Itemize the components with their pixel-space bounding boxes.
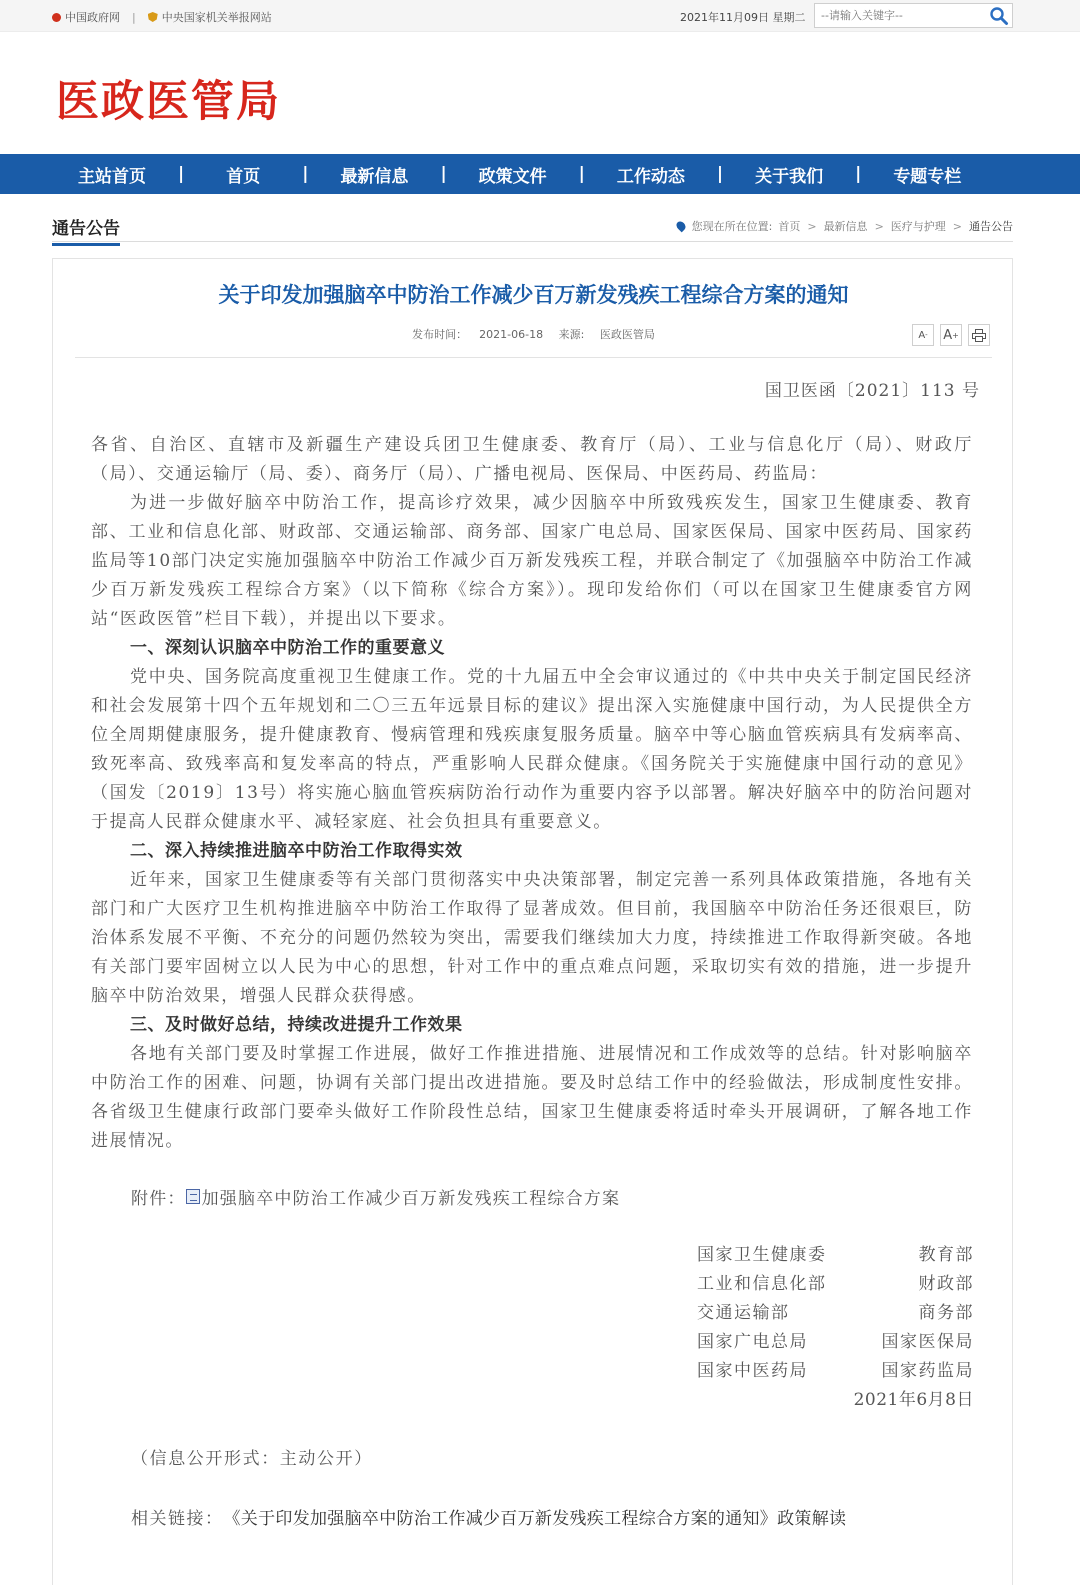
nav-item-home[interactable]: 首页	[226, 166, 261, 187]
nav-separator: |	[178, 164, 185, 184]
search-box	[814, 3, 1013, 28]
intro-paragraph: 为进一步做好脑卒中防治工作，提高诊疗效果，减少因脑卒中所致残疾发生，国家卫生健康委、教育部、工业和信息化部、财政部、交通运输部、商务部、国家广电总局、国家医保局、国家中医药局、国家药监局等10部门决定实施加强脑卒中防治工作减少百万新发残疾工程，并联合制定了《加强脑卒中防治工作减少百万新发残疾工程综合方案》（以下简称《综合方案》）。现印发给你们（可以在国家卫生健康委官方网站“医政医管”栏目下载），并提出以下要求。	[91, 493, 973, 629]
gov-site-link[interactable]: 中国政府网	[65, 11, 120, 24]
font-increase-label: A	[943, 327, 953, 343]
signer: 交通运输部	[697, 1303, 790, 1323]
nav-item-main-home[interactable]: 主站首页	[78, 166, 146, 187]
signer: 国家药监局	[881, 1361, 974, 1381]
nav-item-work-news[interactable]: 工作动态	[616, 166, 685, 187]
breadcrumb-current: 通告公告	[969, 220, 1013, 233]
nav-separator: |	[855, 164, 862, 184]
breadcrumb	[677, 218, 1013, 234]
recipients: 各省、自治区、直辖市及新疆生产建设兵团卫生健康委、教育厅（局）、工业与信息化厅（局）、财政厅（局）、交通运输厅（局、委）、商务厅（局）、广播电视局、医保局、中医药局、药监局：	[91, 435, 973, 484]
related-label: 相关链接：	[131, 1509, 224, 1529]
nav-separator: |	[716, 164, 724, 184]
search-icon[interactable]	[989, 6, 1009, 26]
report-site-link[interactable]: 中央国家机关举报网站	[161, 11, 272, 24]
print-button[interactable]	[968, 324, 990, 346]
section-heading: 三、及时做好总结，持续改进提升工作效果	[130, 1015, 463, 1035]
signer: 国家广电总局	[697, 1332, 808, 1352]
signer-row	[697, 1241, 974, 1270]
breadcrumb-separator: >	[807, 219, 817, 233]
section-heading: 二、深入持续推进脑卒中防治工作取得实效	[130, 841, 463, 861]
publish-label: 发布时间：	[412, 328, 468, 341]
breadcrumb-separator: >	[952, 219, 962, 233]
top-utility-bar	[0, 0, 1080, 32]
section-heading: 一、深刻认识脑卒中防治工作的重要意义	[130, 638, 445, 658]
sign-date: 2021年6月8日	[853, 1390, 974, 1410]
search-input[interactable]	[815, 4, 975, 27]
signer-row	[697, 1299, 974, 1328]
signer-row	[697, 1357, 974, 1386]
article-meta	[53, 326, 1014, 342]
gov-emblem-icon	[52, 13, 61, 22]
source-value: 医政医管局	[599, 328, 655, 341]
signer: 国家卫生健康委	[697, 1245, 827, 1265]
nav-item-policy[interactable]: 政策文件	[478, 166, 547, 187]
attachment	[131, 1184, 620, 1209]
site-logo[interactable]: 医政医管局	[56, 77, 281, 127]
section-paragraph: 各地有关部门要及时掌握工作进展，做好工作推进措施、进展情况和工作成效等的总结。针对影响脑卒中防治工作的困难、问题，协调有关部门提出改进措施。要及时总结工作中的经验做法，形成制度性安排。各省级卫生健康行政部门要牵头做好工作阶段性总结，国家卫生健康委将适时牵头开展调研，了解各地工作进展情况。	[91, 1044, 973, 1151]
breadcrumb-separator: >	[874, 219, 884, 233]
nav-item-latest[interactable]: 最新信息	[340, 166, 409, 187]
nav-item-about[interactable]: 关于我们	[755, 166, 824, 187]
print-icon	[972, 329, 986, 342]
signer-row	[697, 1270, 974, 1299]
document-number: 国卫医函〔2021〕113 号	[764, 381, 980, 401]
nav-separator: |	[578, 164, 585, 184]
font-decrease-button[interactable]: A -	[912, 324, 934, 346]
section-paragraph: 党中央、国务院高度重视卫生健康工作。党的十九届五中全会审议通过的《中共中央关于制定国民经济和社会发展第十四个五年规划和二〇三五年远景目标的建议》提出深入实施健康中国行动，为人民提供全方位全周期健康服务，提升健康教育、慢病管理和残疾康复服务质量。脑卒中等心脑血管疾病具有发病率高、致死率高、致残率高和复发率高的特点，严重影响人民群众健康。《国务院关于实施健康中国行动的意见》（国发〔2019〕13号）将实施心脑血管疾病防治行动作为重要内容予以部署。解决好脑卒中的防治问题对于提高人民群众健康水平、减轻家庭、社会负担具有重要意义。	[91, 667, 973, 832]
disclosure-note: （信息公开形式：主动公开）	[131, 1449, 373, 1469]
breadcrumb-latest[interactable]: 最新信息	[823, 220, 868, 233]
main-nav	[0, 154, 1080, 194]
document-icon	[186, 1189, 200, 1204]
top-links	[52, 9, 272, 25]
current-date: 2021年11月09日 星期二	[680, 11, 806, 24]
divider	[75, 357, 992, 358]
attachment-label: 附件：	[131, 1189, 186, 1209]
breadcrumb-medical[interactable]: 医疗与护理	[890, 220, 946, 233]
location-pin-icon	[674, 220, 687, 233]
signer: 国家医保局	[881, 1332, 974, 1352]
related-links	[131, 1504, 846, 1529]
nav-separator: |	[440, 164, 447, 184]
article-tools	[906, 324, 990, 346]
related-link[interactable]: 《关于印发加强脑卒中防治工作减少百万新发残疾工程综合方案的通知》政策解读	[223, 1509, 847, 1529]
signers-block	[697, 1241, 974, 1415]
article-panel	[52, 258, 1013, 1585]
attachment-link[interactable]: 加强脑卒中防治工作减少百万新发残疾工程综合方案	[201, 1189, 621, 1209]
top-link-separator: |	[132, 10, 136, 24]
breadcrumb-prefix: 您现在所在位置:	[691, 220, 773, 233]
section-paragraph: 近年来，国家卫生健康委等有关部门贯彻落实中央决策部署，制定完善一系列具体政策措施，各地有关部门和广大医疗卫生机构推进脑卒中防治工作取得了显著成效。但目前，我国脑卒中防治任务还很艰巨，防治体系发展不平衡、不充分的问题仍然较为突出，需要我们继续加大力度，持续推进工作取得新突破。各地有关部门要牢固树立以人民为中心的思想，针对工作中的重点难点问题，采取切实有效的措施，进一步提升脑卒中防治效果，增强人民群众获得感。	[91, 870, 973, 1006]
publish-date: 2021-06-18	[479, 328, 544, 341]
font-increase-button[interactable]: A +	[940, 324, 962, 346]
article-title: 关于印发加强脑卒中防治工作减少百万新发残疾工程综合方案的通知	[218, 283, 849, 307]
signer: 财政部	[918, 1274, 974, 1294]
divider	[52, 241, 1013, 242]
nav-separator: |	[302, 164, 309, 184]
signer: 教育部	[918, 1245, 974, 1265]
signer: 国家中医药局	[697, 1361, 808, 1381]
signer: 工业和信息化部	[697, 1274, 827, 1294]
article-body	[91, 431, 973, 1156]
font-decrease-label: A	[918, 329, 926, 341]
source-label: 来源:	[558, 328, 585, 341]
signer-row	[697, 1328, 974, 1357]
shield-icon	[148, 12, 158, 22]
section-title: 通告公告	[52, 214, 120, 246]
breadcrumb-home[interactable]: 首页	[778, 220, 801, 233]
signer: 商务部	[918, 1303, 974, 1323]
nav-item-special[interactable]: 专题专栏	[893, 166, 962, 187]
